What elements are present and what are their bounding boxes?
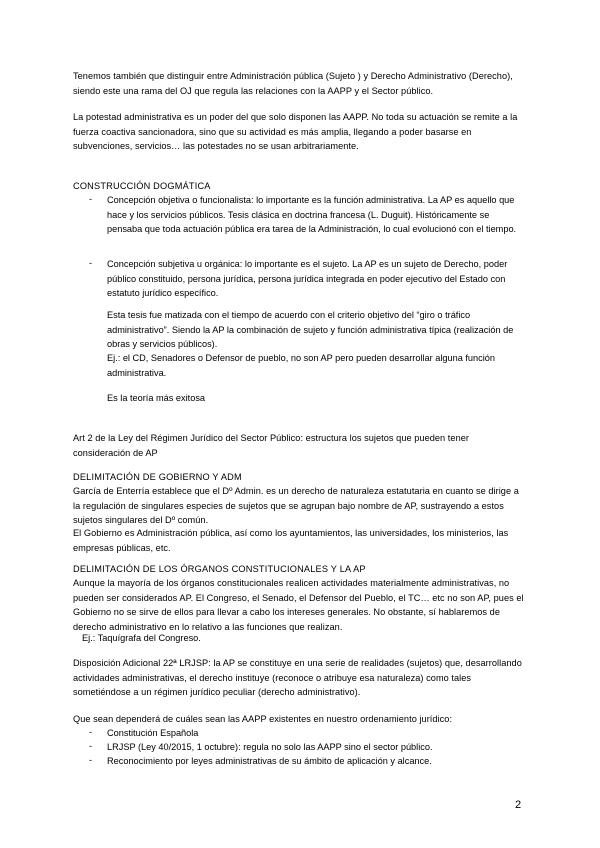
- bullet-marker: -: [89, 727, 93, 737]
- ejemplo-taquigrafa: Ej.: Taquígrafa del Congreso.: [82, 633, 201, 643]
- heading-delimitacion-organos: DELIMITACIÓN DE LOS ÓRGANOS CONSTITUCIONALES Y LA AP: [73, 564, 366, 574]
- heading-delimitacion-gobierno: DELIMITACIÓN DE GOBIERNO Y ADM: [73, 472, 242, 482]
- page-number: 2: [515, 799, 522, 811]
- gobierno-paragraph: El Gobierno es Administración pública, así como los ayuntamientos, las universidades, los ministerios, las empresas públicas, etc.: [73, 528, 509, 553]
- heading-construccion-dogmatica: CONSTRUCCIÓN DOGMÁTICA: [73, 181, 211, 191]
- bullet-marker: -: [89, 258, 93, 268]
- dependera-paragraph: Que sean dependerá de cuáles sean las AAPP existentes en nuestro ordenamiento jurídico:: [73, 714, 453, 724]
- ejemplo-cd-paragraph: Ej.: el CD, Senadores o Defensor de pueblo, no son AP pero pueden desarrollar alguna función administrativa.: [107, 353, 496, 378]
- bullet-marker: -: [89, 741, 93, 751]
- garcia-enterria-paragraph: García de Enterría establece que el Dº Admin. es un derecho de naturaleza estatutaria en cuanto se dirige a la regulación de singulares especies de sujetos que se agrupan bajo nombre de AP, sustrayendo a estos sujetos singulares del Dº común.: [73, 486, 519, 526]
- intro-paragraph-1: Tenemos también que distinguir entre Administración pública (Sujeto ) y Derecho Administrativo (Derecho), siendo este una rama del OJ que regula las relaciones con la AAPP y el Sector público.: [73, 71, 513, 96]
- art2-paragraph: Art 2 de la Ley del Régimen Jurídico del Sector Público: estructura los sujetos que pueden tener consideración de AP: [73, 433, 470, 458]
- intro-paragraph-2: La potestad administrativa es un poder del que solo disponen las AAPP. No toda su actuación se remite a la fuerza coactiva sancionadora, sino que su actividad es más amplia, llegando a poder basarse en subvenciones, servicios… las potestades no se usan arbitrariamente.: [73, 112, 518, 152]
- teoria-mas-exitosa: Es la teoría más exitosa: [107, 393, 206, 403]
- list-item: Constitución Española: [107, 728, 199, 738]
- bullet-concepcion-objetiva: Concepción objetiva o funcionalista: lo importante es la función administrativa. La AP es aquello que hace y los servicios públicos. Tesis clásica en doctrina francesa (L. Duguit). Históricamente se pensaba que toda actuación pública era tarea de la Administración, lo cual evolucionó con el tiempo.: [107, 195, 517, 235]
- list-item: Reconocimiento por leyes administrativas de su ámbito de aplicación y alcance.: [107, 756, 432, 766]
- list-item: LRJSP (Ley 40/2015, 1 octubre): regula no solo las AAPP sino el sector público.: [107, 742, 433, 752]
- bullet-concepcion-subjetiva: Concepción subjetiva u orgánica: lo importante es el sujeto. La AP es un sujeto de Derecho, poder público constituido, persona jurídica, persona jurídica integrada en poder ejecutivo del Estado con estatuto jurídico específico.: [107, 259, 508, 299]
- bullet-marker: -: [89, 755, 93, 765]
- tesis-matizada-paragraph: Esta tesis fue matizada con el tiempo de acuerdo con el criterio objetivo del “giro o tráfico administrativo”. Siendo la AP la combinación de sujeto y función administrativa típica (realización de obras y servicios públicos).: [107, 310, 514, 350]
- bullet-marker: -: [89, 194, 93, 204]
- organos-constitucionales-paragraph: Aunque la mayoría de los órganos constitucionales realicen actividades materialmente administrativas, no pueden ser considerados AP. El Congreso, el Senado, el Defensor del Pueblo, el TC… etc no son AP, pues el Gobierno no se sirve de ellos para llevar a cabo los intereses generales. No obstante, sí hablaremos de derecho administrativo en lo relativo a las funciones que realizan.: [73, 578, 524, 632]
- disposicion-adicional-paragraph: Disposición Adicional 22ª LRJSP: la AP se constituye en una serie de realidades (sujetos) que, desarrollando actividades administrativas, el derecho instituye (reconoce o atribuye esa naturaleza) como tales sometiéndose a un régimen jurídico peculiar (derecho administrativo).: [73, 658, 522, 698]
